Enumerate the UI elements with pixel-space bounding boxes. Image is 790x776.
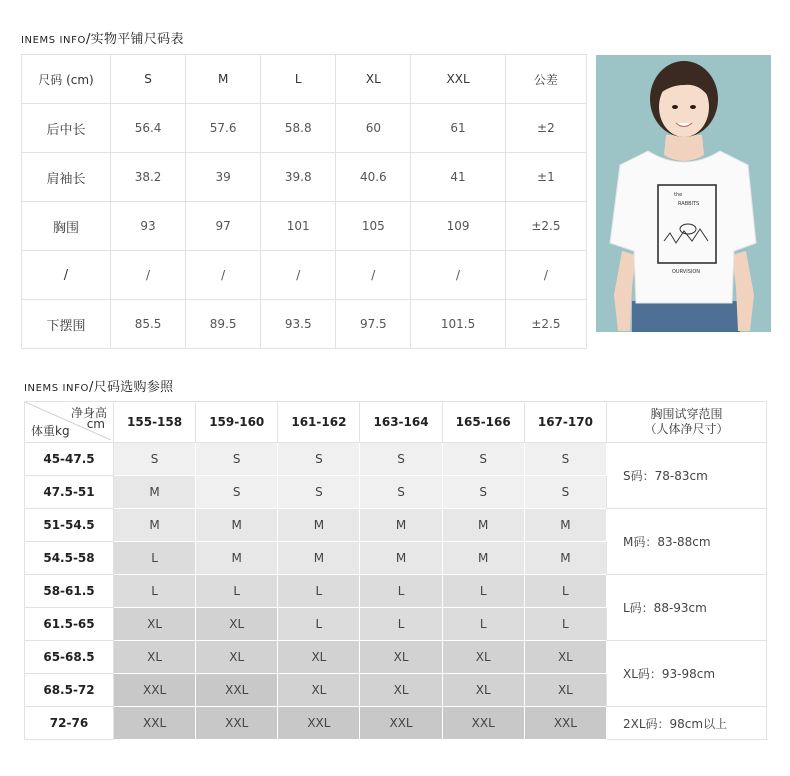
weight-label: 54.5-58 — [25, 542, 114, 575]
size-cell: 93 — [111, 202, 186, 251]
size-recommendation-cell: L — [196, 575, 278, 608]
size-cell: ±2.5 — [505, 202, 586, 251]
size-cell: XXL — [411, 55, 505, 104]
size-cell: 60 — [336, 104, 411, 153]
size-cell: 39 — [186, 153, 261, 202]
title-cn: /尺码选购参照 — [88, 380, 174, 395]
size-cell: 89.5 — [186, 300, 261, 349]
size-recommendation-cell: XL — [360, 641, 442, 674]
guide-row — [25, 509, 767, 542]
size-recommendation-cell: XL — [360, 674, 442, 707]
size-recommendation-cell: L — [114, 542, 196, 575]
height-header: 163-164 — [360, 402, 442, 443]
size-recommendation-cell: XL — [196, 608, 278, 641]
weight-label: 45-47.5 — [25, 443, 114, 476]
height-header: 155-158 — [114, 402, 196, 443]
size-table-row — [22, 202, 587, 251]
size-recommendation-cell: M — [360, 509, 442, 542]
size-row-label: 后中长 — [22, 104, 111, 153]
weight-label: 61.5-65 — [25, 608, 114, 641]
size-cell: S — [111, 55, 186, 104]
size-recommendation-cell: XL — [442, 641, 524, 674]
weight-label: 68.5-72 — [25, 674, 114, 707]
size-cell: 97.5 — [336, 300, 411, 349]
size-cell: 101.5 — [411, 300, 505, 349]
size-cell: / — [261, 251, 336, 300]
size-recommendation-cell: XL — [114, 641, 196, 674]
size-recommendation-cell: S — [278, 476, 360, 509]
size-recommendation-cell: M — [114, 476, 196, 509]
size-recommendation-cell: XXL — [278, 707, 360, 740]
chest-range-header — [607, 402, 767, 443]
title-en: INEMS INFO — [24, 383, 89, 394]
print-text-1: the — [674, 192, 683, 198]
size-recommendation-cell: S — [196, 443, 278, 476]
size-recommendation-cell: L — [360, 575, 442, 608]
size-table-row — [22, 104, 587, 153]
size-cell: 58.8 — [261, 104, 336, 153]
guide-row — [25, 641, 767, 674]
size-cell: / — [186, 251, 261, 300]
size-cell: 41 — [411, 153, 505, 202]
size-recommendation-cell: S — [114, 443, 196, 476]
size-cell: L — [261, 55, 336, 104]
weight-label: 72-76 — [25, 707, 114, 740]
height-header: 165-166 — [442, 402, 524, 443]
size-table-header — [22, 55, 587, 104]
print-text-2: RABBITS — [678, 201, 700, 207]
size-cell: / — [411, 251, 505, 300]
chest-range-cell: 2XL码：98cm以上 — [607, 707, 767, 740]
size-cell: ±2 — [505, 104, 586, 153]
size-recommendation-cell: XXL — [524, 707, 606, 740]
weight-label: 51-54.5 — [25, 509, 114, 542]
guide-title — [24, 376, 173, 395]
size-table-row — [22, 300, 587, 349]
chest-range-title: 胸围试穿范围 — [650, 407, 723, 421]
size-cell: 38.2 — [111, 153, 186, 202]
height-header: 161-162 — [278, 402, 360, 443]
size-recommendation-cell: L — [524, 575, 606, 608]
size-cell: / — [336, 251, 411, 300]
size-cell: 57.6 — [186, 104, 261, 153]
size-cell: 39.8 — [261, 153, 336, 202]
size-recommendation-cell: XXL — [114, 674, 196, 707]
size-row-label: / — [22, 251, 111, 300]
size-table-row — [22, 251, 587, 300]
size-recommendation-cell: XL — [114, 608, 196, 641]
size-cell: / — [505, 251, 586, 300]
size-recommendation-cell: M — [196, 542, 278, 575]
size-recommendation-cell: S — [524, 476, 606, 509]
size-cell: 公差 — [505, 55, 586, 104]
size-recommendation-cell: L — [278, 575, 360, 608]
print-text-3: OURVISION — [672, 269, 701, 275]
size-recommendation-cell: L — [360, 608, 442, 641]
weight-label: 65-68.5 — [25, 641, 114, 674]
corner-cell — [25, 402, 114, 443]
height-header: 167-170 — [524, 402, 606, 443]
size-recommendation-cell: S — [524, 443, 606, 476]
size-recommendation-cell: M — [442, 542, 524, 575]
size-cell: 105 — [336, 202, 411, 251]
size-recommendation-cell: XXL — [442, 707, 524, 740]
size-recommendation-cell: L — [278, 608, 360, 641]
corner-unit-label: cm — [86, 417, 105, 431]
size-recommendation-cell: M — [524, 542, 606, 575]
size-row-label: 胸围 — [22, 202, 111, 251]
title-en: INEMS INFO — [21, 35, 86, 46]
size-recommendation-cell: L — [442, 608, 524, 641]
size-recommendation-cell: XL — [278, 641, 360, 674]
corner-height-label: 净身高 — [70, 406, 107, 420]
size-recommendation-cell: S — [442, 443, 524, 476]
size-recommendation-cell: XXL — [360, 707, 442, 740]
model-photo — [596, 55, 771, 332]
size-cell: 56.4 — [111, 104, 186, 153]
size-recommendation-cell: S — [196, 476, 278, 509]
size-recommendation-cell: S — [360, 476, 442, 509]
size-recommendation-cell: L — [524, 608, 606, 641]
size-cell: M — [186, 55, 261, 104]
size-recommendation-cell: M — [114, 509, 196, 542]
size-recommendation-cell: M — [278, 542, 360, 575]
size-cell: ±1 — [505, 153, 586, 202]
title-cn: /实物平铺尺码表 — [85, 32, 184, 47]
size-cell: XL — [336, 55, 411, 104]
size-recommendation-cell: L — [442, 575, 524, 608]
height-header: 159-160 — [196, 402, 278, 443]
size-recommendation-cell: S — [278, 443, 360, 476]
size-cell: ±2.5 — [505, 300, 586, 349]
chest-range-subtitle: （人体净尺寸） — [644, 422, 729, 436]
size-cell: 40.6 — [336, 153, 411, 202]
size-table — [21, 54, 587, 349]
size-recommendation-cell: M — [196, 509, 278, 542]
guide-row — [25, 575, 767, 608]
size-table-row — [22, 153, 587, 202]
size-recommendation-cell: XL — [278, 674, 360, 707]
chest-range-cell: XL码：93-98cm — [607, 641, 767, 707]
size-recommendation-cell: S — [442, 476, 524, 509]
size-recommendation-cell: XXL — [196, 707, 278, 740]
size-row-label: 肩袖长 — [22, 153, 111, 202]
size-guide-table — [24, 401, 767, 740]
size-cell: 109 — [411, 202, 505, 251]
size-row-label: 下摆围 — [22, 300, 111, 349]
size-row-label: 尺码 (cm) — [22, 55, 111, 104]
guide-row — [25, 707, 767, 740]
size-recommendation-cell: XL — [524, 641, 606, 674]
size-cell: 93.5 — [261, 300, 336, 349]
size-recommendation-cell: XL — [196, 641, 278, 674]
size-recommendation-cell: M — [442, 509, 524, 542]
size-recommendation-cell: L — [114, 575, 196, 608]
chest-range-cell: M码：83-88cm — [607, 509, 767, 575]
corner-weight-label: 体重kg — [31, 424, 70, 438]
size-cell: 85.5 — [111, 300, 186, 349]
weight-label: 58-61.5 — [25, 575, 114, 608]
size-recommendation-cell: XL — [442, 674, 524, 707]
size-recommendation-cell: M — [524, 509, 606, 542]
size-recommendation-cell: XXL — [196, 674, 278, 707]
size-recommendation-cell: S — [360, 443, 442, 476]
size-recommendation-cell: XL — [524, 674, 606, 707]
guide-row — [25, 443, 767, 476]
size-cell: 97 — [186, 202, 261, 251]
size-table-title — [21, 28, 184, 47]
size-cell: 61 — [411, 104, 505, 153]
guide-header-row — [25, 402, 767, 443]
size-recommendation-cell: M — [278, 509, 360, 542]
chest-range-cell: L码：88-93cm — [607, 575, 767, 641]
size-recommendation-cell: XXL — [114, 707, 196, 740]
size-recommendation-cell: M — [360, 542, 442, 575]
chest-range-cell: S码：78-83cm — [607, 443, 767, 509]
size-cell: / — [111, 251, 186, 300]
weight-label: 47.5-51 — [25, 476, 114, 509]
size-cell: 101 — [261, 202, 336, 251]
